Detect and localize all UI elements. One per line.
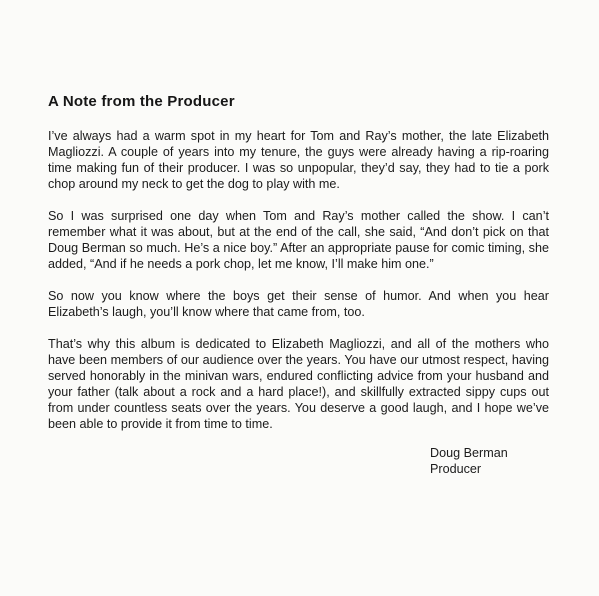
paragraph-3: So now you know where the boys get their sense of humor. And when you hear Elizabeth’s laugh, you’ll know where that came from, too. — [48, 289, 549, 319]
signature-role: Producer — [430, 462, 482, 476]
note-title: A Note from the Producer — [48, 93, 235, 110]
signature-block — [430, 445, 508, 477]
signature-name: Doug Berman — [430, 446, 508, 460]
paragraph-4: That’s why this album is dedicated to Elizabeth Magliozzi, and all of the mothers who have been members of our audience over the years. You have our utmost respect, having served honorably in the minivan wars, endured conflicting advice from your husband and your father (talk about a rock and a hard place!), and skillfully extracted sippy cups out from under countless seats over the years. You deserve a good laugh, and I hope we’ve been able to provide it from time to time. — [48, 337, 549, 431]
paragraph-2: So I was surprised one day when Tom and Ray’s mother called the show. I can’t remember what it was about, but at the end of the call, she said, “And don’t pick on that Doug Berman so much. He’s a nice boy.” After an appropriate pause for comic timing, she added, “And if he needs a pork chop, let me know, I’ll make him one.” — [48, 209, 549, 271]
paragraph-1: I’ve always had a warm spot in my heart for Tom and Ray’s mother, the late Elizabeth Magliozzi. A couple of years into my tenure, the guys were already having a rip-roaring time making fun of their producer. I was so unpopular, they’d say, they had to tie a pork chop around my neck to get the dog to play with me. — [48, 129, 549, 191]
note-body — [48, 128, 549, 448]
